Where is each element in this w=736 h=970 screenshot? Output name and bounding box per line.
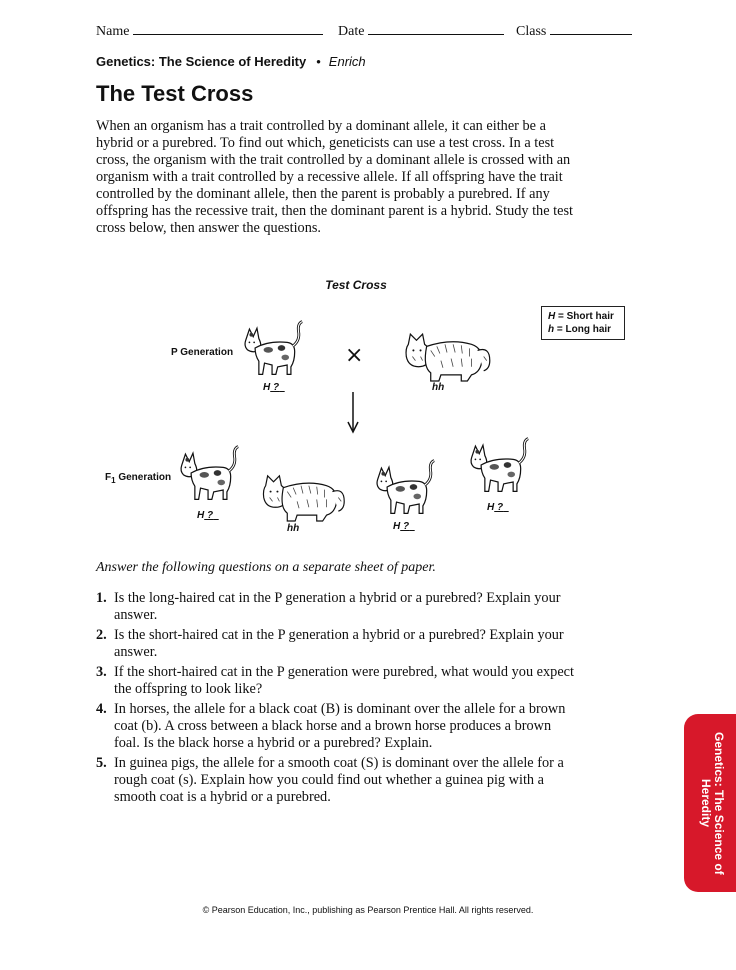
copyright-footer: © Pearson Education, Inc., publishing as Pearson Prentice Hall. All rights reserved. [202, 905, 534, 915]
side-tab-label: Genetics: The Science of Heredity [699, 731, 726, 875]
page-title: The Test Cross [96, 81, 254, 106]
bullet: • [316, 54, 321, 69]
section-name: Enrich [328, 54, 366, 69]
genotype-p-long: hh [432, 382, 445, 393]
genotype-p-short: H ? [263, 382, 280, 393]
genotype-f1-1: H ? [197, 510, 214, 521]
short-hair-cat-icon [240, 316, 306, 380]
intro-paragraph: When an organism has a trait controlled by a dominant allele, it can either be a hybrid or a purebred. To find out which, geneticists can use a test cross. In a test cross, the organism with the trait controlled by a dominant allele is crossed with an organism with a trait controlled by a recessive allele. If all offspring have the trait controlled by the dominant allele, then the parent is probably a purebred. If any offspring has the recessive trait, then the dominant parent is a hybrid. Study the test cross below, then answer the questions. [96, 118, 573, 236]
class-field[interactable]: Class [516, 22, 632, 40]
short-hair-cat-icon [176, 442, 242, 504]
question-item: 3. If the short-haired cat in the P generation were purebred, what would you expect the offspring to look like? [96, 664, 574, 697]
short-hair-cat-icon [466, 434, 532, 496]
figure-title: Test Cross [325, 278, 387, 292]
question-list [96, 590, 576, 809]
arrow-down-icon [346, 392, 360, 434]
chapter-name: Genetics: The Science of Heredity [96, 54, 307, 69]
genotype-f1-2: hh [287, 523, 300, 534]
question-item: 4. In horses, the allele for a black coat (B) is dominant over the allele for a brown coat (b). A cross between a black horse and a brown horse produces a brown foal. Is the black horse a hybrid or a purebred? Explain. [96, 701, 566, 751]
long-hair-cat-icon [400, 326, 492, 382]
cross-symbol: × [345, 343, 364, 368]
short-hair-cat-icon [372, 456, 438, 518]
question-item: 2. Is the short-haired cat in the P generation a hybrid or a purebred? Explain your answer. [96, 627, 564, 660]
question-item: 1. Is the long-haired cat in the P generation a hybrid or a purebred? Explain your answer. [96, 590, 561, 623]
f1-generation-label: $F_1$ Generation [105, 472, 172, 485]
genotype-f1-3: H ? [393, 521, 410, 532]
long-hair-cat-icon [257, 468, 347, 522]
allele-key: H = Short hair h = Long hair [541, 306, 625, 340]
name-field[interactable]: Name [96, 22, 323, 40]
genotype-f1-4: H ? [487, 502, 504, 513]
chapter-subtitle [96, 54, 366, 69]
instructions: Answer the following questions on a separate sheet of paper. [96, 560, 436, 575]
p-generation-label: P Generation [171, 347, 234, 358]
question-item: 5. In guinea pigs, the allele for a smooth coat (S) is dominant over the allele for a rough coat (s). Explain how you could find out whether a guinea pig with a smooth coat is a hybrid or a purebred. [96, 755, 564, 805]
date-field[interactable]: Date [338, 22, 504, 40]
